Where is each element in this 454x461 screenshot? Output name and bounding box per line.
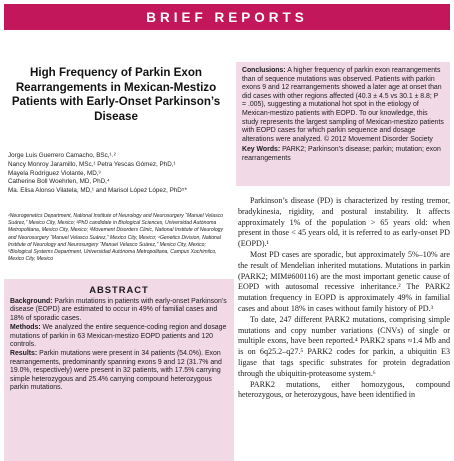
- section-banner: [4, 4, 450, 30]
- abstract-background: [10, 298, 228, 323]
- banner-label: BRIEF REPORTS: [146, 9, 308, 25]
- author-list: [8, 152, 233, 196]
- abstract-methods: [10, 324, 228, 349]
- copyright-text: © 2012 Movement Disorder Society: [323, 135, 433, 143]
- affiliations: ¹Neurogenetics Department, National Institute of Neurology and Neurosurgery “Manuel Velasco Suárez,” Mexico City, Mexico; ²PhD candidate in Biological Sciences, Universidad Autónoma Metropolitana, Mexico City, Mexico; ³Movement Disorders Clinic, National Institute of Neurology and Neurosurgery “Manuel Velasco Suárez,” Mexico City, Mexico; ⁴Genetics Division, National Institute of Neurology and Neurosurgery “Manuel Velasco Suárez,” Mexico City, Mexico; ⁵Biological Systems Department, Universidad Autónoma Metropolitana, Campus Xochimilco, Mexico City, Mexico: [8, 213, 224, 263]
- body-paragraph: PARK2 mutations, either homozygous, compound heterozygous, or heterozygous, have been identified in: [238, 379, 450, 400]
- abstract-results: [10, 350, 228, 392]
- author-line: Catherine Boll Woehrlen, MD, PhD,⁴: [8, 178, 110, 186]
- body-paragraph: To date, 247 different PARK2 mutations, comprising simple mutations and copy number variations (CNVs) of single or multiple exons, have been reported.⁴ PARK2 spans ≈1.4 Mb and is on 6q25.2–q27.⁵ PARK2 codes for parkin, a ubiquitin E3 ligase that tags specific substrates for protein degradation through the ubiquitin-proteasome system.⁶: [238, 314, 450, 378]
- background-text: Parkin mutations in patients with early-onset Parkinson’s disease (EOPD) are estimated to occur in 49% of familial cases and 18% of sporadic cases.: [10, 298, 227, 322]
- conclusions-label: Conclusions:: [242, 67, 286, 74]
- author-line: Ma. Elisa Alonso Vilatela, MD,¹ and Marisol López López, PhD⁵*: [8, 187, 187, 195]
- author-line: Mayela Rodríguez Violante, MD,³: [8, 169, 101, 177]
- results-label: Results:: [10, 350, 38, 358]
- body-paragraph: Most PD cases are sporadic, but approximately 5%–10% are the result of Mendelian inherited mutations. Mutations in parkin (PARK2; MIM#600116) are the most important genetic cause of EOPD with autosomal recessive inheritance.² The PARK2 mutation frequency in EOPD is approximately 49% in familial cases and about 18% in cases without family history of PD.³: [238, 249, 450, 313]
- results-text: Parkin mutations were present in 34 patients (54.0%). Exon rearrangements, predominantly spanning exons 9 and 12 (31.7% and 19.0%, respectively) were present in 32 patients, with 17.5% carrying simple heterozygous and 25.4% carrying compound heterozygous parkin mutations.: [10, 350, 222, 392]
- keywords: [242, 146, 444, 163]
- keywords-text: PARK2; Parkinson’s disease; parkin; mutation; exon rearrangements: [242, 146, 441, 162]
- author-line: Nancy Monroy Jaramillo, MSc,¹ Petra Yescas Gómez, PhD,¹: [8, 160, 176, 168]
- body-paragraph: Parkinson’s disease (PD) is characterized by resting tremor, bradykinesia, rigidity, and postural instability. It affects approximately 1% of the population > 65 years old: when present in those < 45 years old, it is referred to as early-onset PD (EOPD).¹: [238, 196, 450, 249]
- conclusions-box: [236, 62, 450, 186]
- abstract-heading: ABSTRACT: [89, 284, 149, 295]
- conclusions-paragraph: [242, 67, 444, 144]
- methods-label: Methods:: [10, 324, 41, 332]
- conclusions-text: A higher frequency of parkin exon rearrangements than of sequence mutations was observed. Patients with parkin exons 9 and 12 rearrangements showed a later age at onset than did cases with other regions affected (40.3 ± 4.5 vs 30.1 ± 8.8; P = .005), suggesting a mutational hot spot in the etiology of Mexican-mestizo patients with EOPD. To our knowledge, this study represents the largest sampling of Mexican-mestizo patients with EOPD cases for which parkin sequence and dosage alterations were analyzed.: [242, 67, 444, 143]
- body-text: [238, 196, 450, 401]
- article-title: High Frequency of Parkin Exon Rearrangements in Mexican-Mestizo Patients with Early-Onset Parkinson’s Disease: [11, 66, 221, 123]
- background-label: Background:: [10, 298, 53, 305]
- methods-text: We analyzed the entire sequence-coding region and dosage mutations of parkin in 63 Mexican-mestizo EOPD patients and 120 controls.: [10, 324, 227, 349]
- abstract-box: [4, 279, 234, 461]
- author-line: Jorge Luis Guerrero Camacho, BSc,¹˒²: [8, 152, 116, 159]
- keywords-label: Key Words:: [242, 146, 281, 154]
